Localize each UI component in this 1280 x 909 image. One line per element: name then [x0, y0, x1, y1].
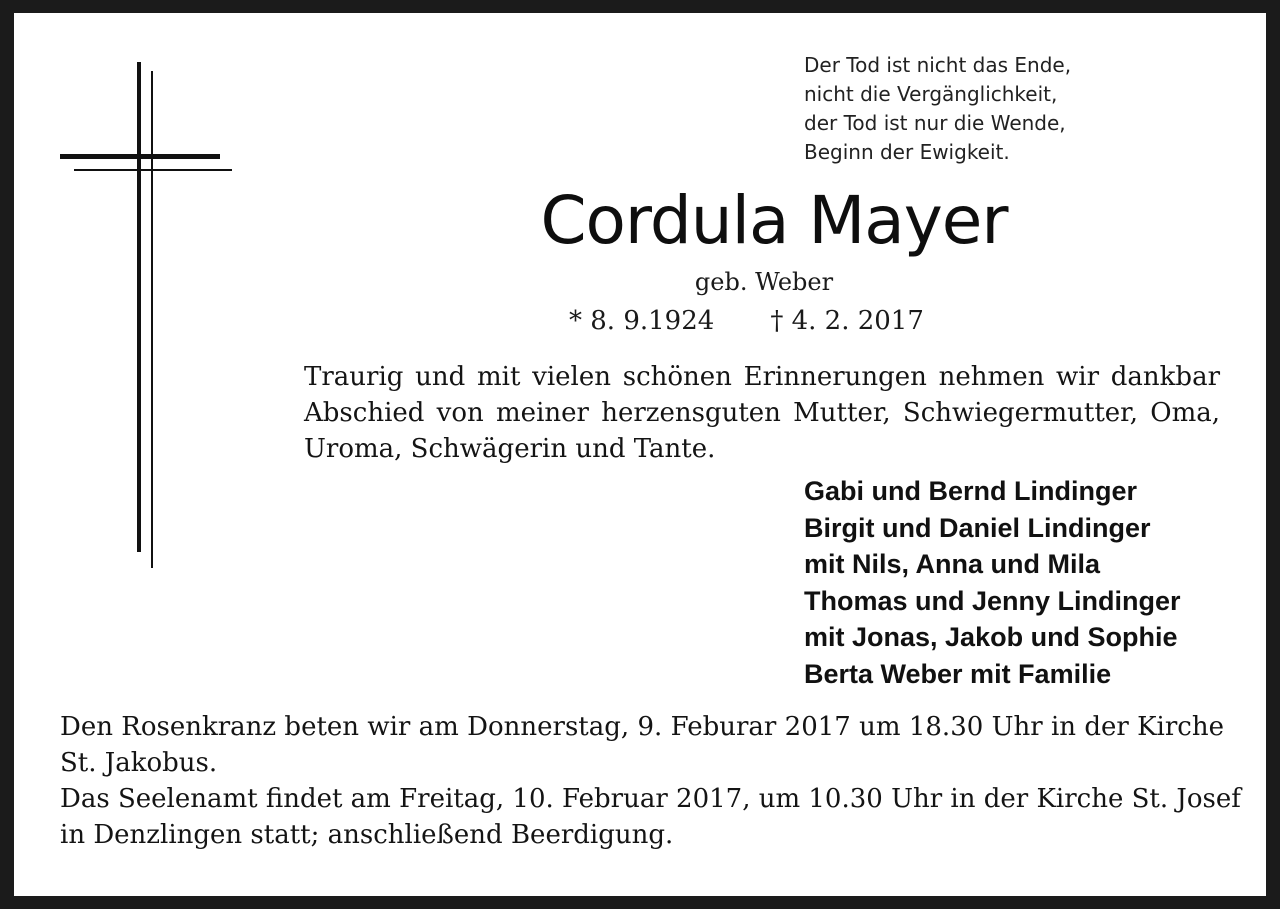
service-line: in Denzlingen statt; anschließend Beerdigung. [60, 820, 674, 850]
deceased-name: Cordula Mayer [540, 182, 1008, 259]
service-info [60, 709, 1241, 853]
condolence-line: Traurig und mit vielen schönen Erinnerungen nehmen wir dankbar [304, 362, 1220, 392]
maiden-name: geb. Weber [694, 268, 834, 296]
mourner-line: mit Jonas, Jakob und Sophie [804, 622, 1178, 652]
poem-line: der Tod ist nur die Wende, [804, 111, 1066, 135]
poem-line: Beginn der Ewigkeit. [804, 140, 1010, 164]
mourner-line: mit Nils, Anna und Mila [804, 549, 1101, 579]
poem [804, 51, 1071, 167]
obituary-notice [14, 13, 1266, 896]
life-dates [569, 303, 924, 339]
service-line: Den Rosenkranz beten wir am Donnerstag, 9. Feburar 2017 um 18.30 Uhr in der Kirche [60, 712, 1224, 742]
mourner-line: Berta Weber mit Familie [804, 658, 1112, 689]
poem-line: nicht die Vergänglichkeit, [804, 82, 1058, 106]
cross-icon [14, 13, 274, 613]
condolence-text [304, 359, 1220, 467]
condolence-line: Abschied von meiner herzensguten Mutter, Schwiegermutter, Oma, [304, 398, 1220, 428]
condolence-line: Uroma, Schwägerin und Tante. [304, 434, 716, 464]
mourner-line: Gabi und Bernd Lindinger [804, 476, 1137, 506]
mourner-line: Thomas und Jenny Lindinger [804, 585, 1181, 616]
mourner-line: Birgit und Daniel Lindinger [804, 512, 1151, 543]
service-line: Das Seelenamt findet am Freitag, 10. Februar 2017, um 10.30 Uhr in der Kirche St. Josef [60, 784, 1241, 814]
birth-date: * 8. 9.1924 [569, 306, 715, 336]
poem-line: Der Tod ist nicht das Ende, [804, 53, 1072, 77]
death-date: † 4. 2. 2017 [770, 306, 924, 336]
service-line: St. Jakobus. [60, 748, 218, 778]
mourners-list [804, 473, 1181, 692]
